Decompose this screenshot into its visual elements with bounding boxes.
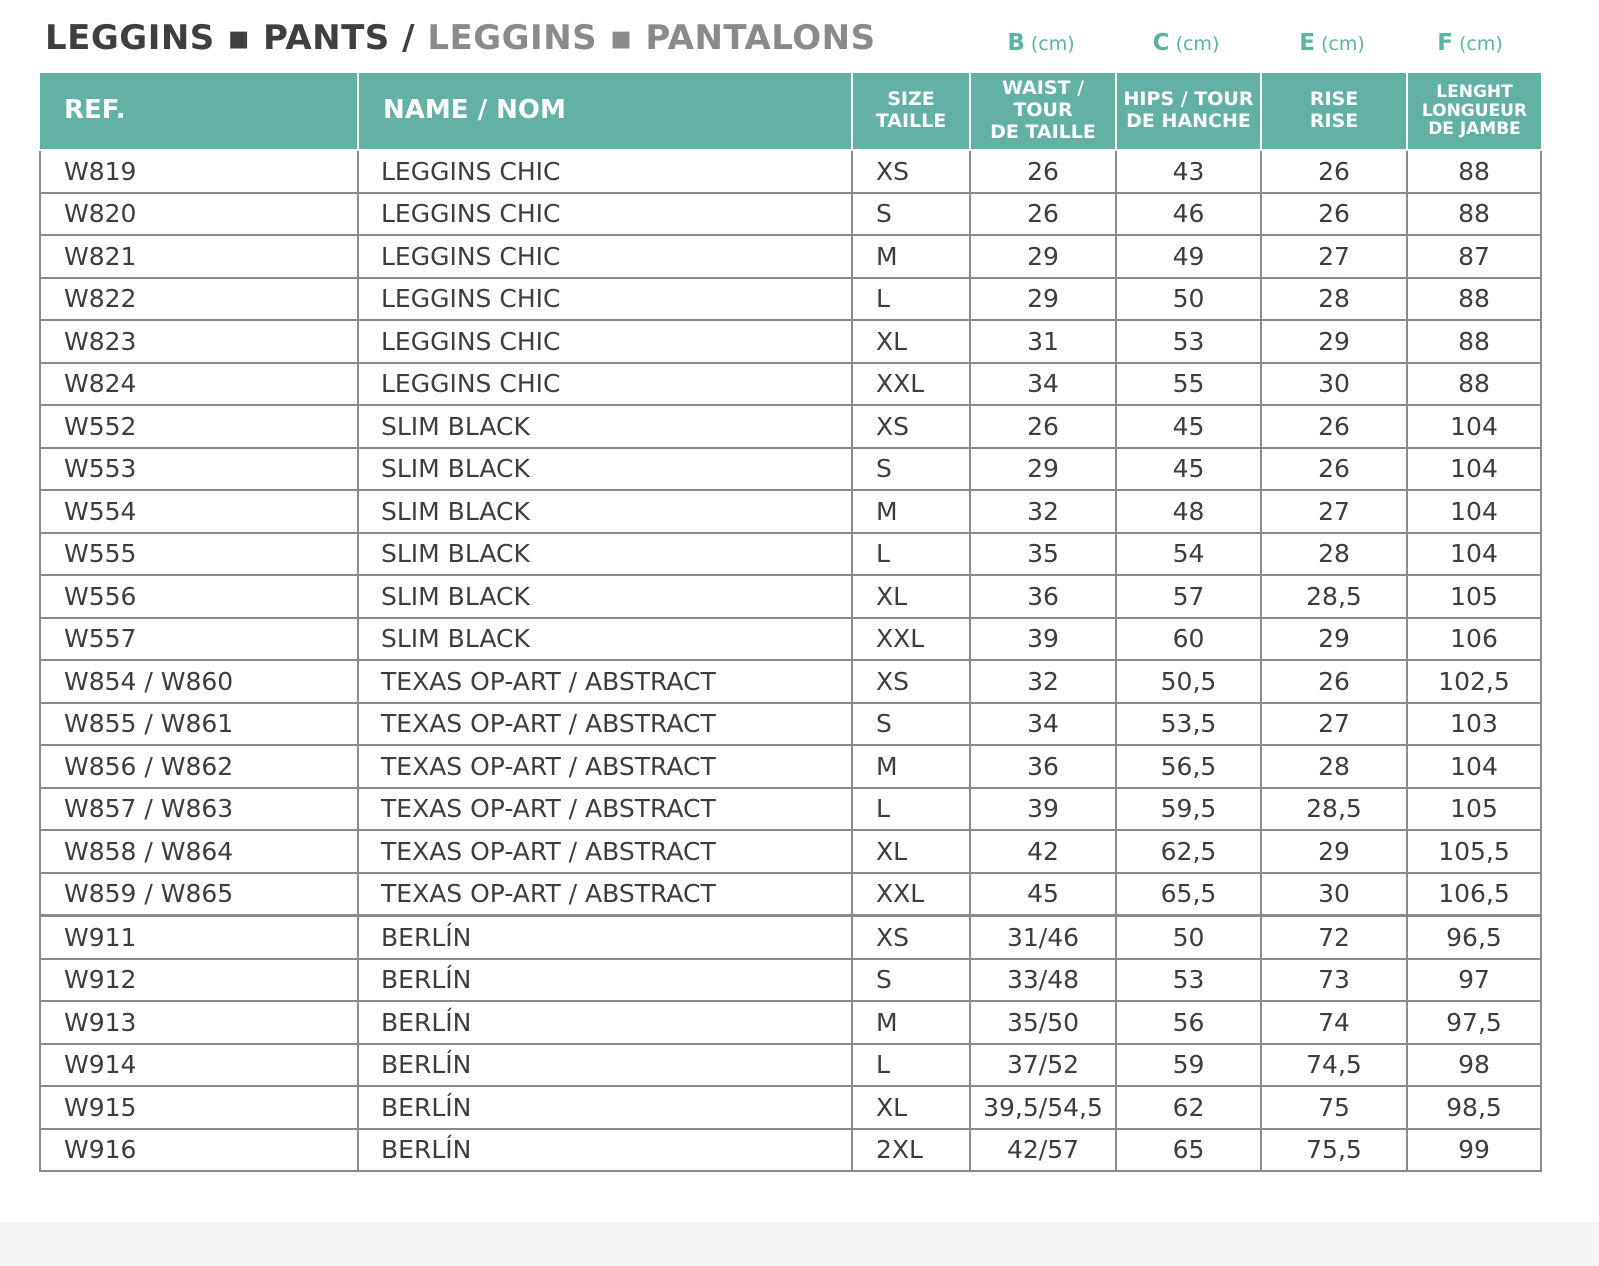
cell-rise: 72: [1261, 916, 1407, 959]
cell-waist: 34: [970, 363, 1116, 406]
cell-ref: W856 / W862: [40, 745, 358, 788]
cell-name: BERLÍN: [358, 1001, 852, 1044]
cell-waist: 37/52: [970, 1044, 1116, 1087]
cell-ref: W821: [40, 235, 358, 278]
unit-label-b: B (cm): [1007, 30, 1075, 56]
cell-rise: 74: [1261, 1001, 1407, 1044]
cell-length: 104: [1407, 405, 1541, 448]
table-row: [40, 1129, 1541, 1172]
cell-length: 96,5: [1407, 916, 1541, 959]
cell-rise: 26: [1261, 660, 1407, 703]
header-hips: HIPS / TOUR DE HANCHE: [1116, 73, 1261, 150]
cell-size: XXL: [852, 618, 970, 661]
cell-length: 97: [1407, 959, 1541, 1002]
cell-rise: 27: [1261, 490, 1407, 533]
cell-length: 104: [1407, 448, 1541, 491]
cell-length: 105: [1407, 788, 1541, 831]
cell-name: BERLÍN: [358, 1086, 852, 1129]
cell-name: SLIM BLACK: [358, 405, 852, 448]
cell-rise: 26: [1261, 448, 1407, 491]
header-length: LENGHT LONGUEUR DE JAMBE: [1407, 73, 1541, 150]
cell-waist: 26: [970, 150, 1116, 193]
cell-size: M: [852, 745, 970, 788]
table-row: [40, 788, 1541, 831]
cell-name: TEXAS OP-ART / ABSTRACT: [358, 873, 852, 916]
cell-rise: 26: [1261, 150, 1407, 193]
cell-hips: 50: [1116, 916, 1261, 959]
page-bottom-strip: [0, 1222, 1599, 1266]
cell-name: SLIM BLACK: [358, 448, 852, 491]
cell-rise: 28: [1261, 278, 1407, 321]
cell-rise: 75: [1261, 1086, 1407, 1129]
cell-size: XS: [852, 660, 970, 703]
cell-name: LEGGINS CHIC: [358, 150, 852, 193]
cell-ref: W857 / W863: [40, 788, 358, 831]
cell-size: XS: [852, 916, 970, 959]
cell-length: 105,5: [1407, 830, 1541, 873]
table-row: [40, 873, 1541, 916]
cell-hips: 53,5: [1116, 703, 1261, 746]
cell-waist: 26: [970, 193, 1116, 236]
cell-hips: 45: [1116, 448, 1261, 491]
cell-ref: W824: [40, 363, 358, 406]
cell-ref: W854 / W860: [40, 660, 358, 703]
size-table: [39, 73, 1542, 1172]
cell-name: TEXAS OP-ART / ABSTRACT: [358, 745, 852, 788]
cell-length: 102,5: [1407, 660, 1541, 703]
cell-name: LEGGINS CHIC: [358, 320, 852, 363]
cell-ref: W914: [40, 1044, 358, 1087]
cell-size: L: [852, 533, 970, 576]
cell-name: SLIM BLACK: [358, 575, 852, 618]
unit-label-c: C (cm): [1152, 30, 1220, 56]
cell-ref: W554: [40, 490, 358, 533]
cell-length: 88: [1407, 193, 1541, 236]
cell-size: S: [852, 448, 970, 491]
cell-waist: 39: [970, 618, 1116, 661]
cell-ref: W557: [40, 618, 358, 661]
cell-hips: 49: [1116, 235, 1261, 278]
header-rise: RISE RISE: [1261, 73, 1407, 150]
unit-label-e: E (cm): [1299, 30, 1365, 56]
table-body: [40, 150, 1541, 1171]
cell-hips: 48: [1116, 490, 1261, 533]
cell-name: SLIM BLACK: [358, 618, 852, 661]
header-ref: REF.: [40, 73, 358, 150]
table-row: [40, 745, 1541, 788]
cell-hips: 46: [1116, 193, 1261, 236]
cell-name: TEXAS OP-ART / ABSTRACT: [358, 703, 852, 746]
table-row: [40, 1001, 1541, 1044]
cell-size: XXL: [852, 873, 970, 916]
cell-hips: 50,5: [1116, 660, 1261, 703]
cell-hips: 62: [1116, 1086, 1261, 1129]
table-row: [40, 235, 1541, 278]
cell-hips: 43: [1116, 150, 1261, 193]
cell-ref: W915: [40, 1086, 358, 1129]
header-size: SIZE TAILLE: [852, 73, 970, 150]
table-row: [40, 150, 1541, 193]
cell-waist: 29: [970, 278, 1116, 321]
table-row: [40, 405, 1541, 448]
cell-size: S: [852, 193, 970, 236]
cell-waist: 35/50: [970, 1001, 1116, 1044]
cell-rise: 28: [1261, 745, 1407, 788]
table-row: [40, 320, 1541, 363]
cell-size: M: [852, 490, 970, 533]
cell-hips: 50: [1116, 278, 1261, 321]
cell-name: LEGGINS CHIC: [358, 363, 852, 406]
table-row: [40, 363, 1541, 406]
cell-size: L: [852, 788, 970, 831]
cell-hips: 59: [1116, 1044, 1261, 1087]
table-row: [40, 1044, 1541, 1087]
cell-waist: 33/48: [970, 959, 1116, 1002]
header-waist: WAIST / TOUR DE TAILLE: [970, 73, 1116, 150]
cell-hips: 65: [1116, 1129, 1261, 1172]
cell-ref: W913: [40, 1001, 358, 1044]
cell-hips: 54: [1116, 533, 1261, 576]
table-row: [40, 830, 1541, 873]
cell-size: XXL: [852, 363, 970, 406]
cell-size: L: [852, 278, 970, 321]
cell-ref: W912: [40, 959, 358, 1002]
cell-waist: 36: [970, 575, 1116, 618]
cell-rise: 26: [1261, 405, 1407, 448]
cell-length: 87: [1407, 235, 1541, 278]
table-row: [40, 490, 1541, 533]
cell-hips: 60: [1116, 618, 1261, 661]
table-header-row: [40, 73, 1541, 150]
cell-ref: W916: [40, 1129, 358, 1172]
cell-hips: 56: [1116, 1001, 1261, 1044]
cell-rise: 26: [1261, 193, 1407, 236]
cell-name: BERLÍN: [358, 959, 852, 1002]
cell-length: 105: [1407, 575, 1541, 618]
cell-hips: 53: [1116, 320, 1261, 363]
cell-waist: 26: [970, 405, 1116, 448]
cell-hips: 59,5: [1116, 788, 1261, 831]
cell-waist: 42: [970, 830, 1116, 873]
cell-ref: W911: [40, 916, 358, 959]
cell-size: XL: [852, 830, 970, 873]
title-french: LEGGINS ▪ PANTALONS: [415, 18, 876, 58]
table-row: [40, 448, 1541, 491]
cell-size: XS: [852, 405, 970, 448]
cell-name: TEXAS OP-ART / ABSTRACT: [358, 788, 852, 831]
cell-length: 88: [1407, 150, 1541, 193]
cell-waist: 32: [970, 660, 1116, 703]
cell-waist: 31: [970, 320, 1116, 363]
cell-rise: 30: [1261, 873, 1407, 916]
table-row: [40, 1086, 1541, 1129]
cell-waist: 34: [970, 703, 1116, 746]
cell-hips: 65,5: [1116, 873, 1261, 916]
cell-hips: 56,5: [1116, 745, 1261, 788]
cell-rise: 30: [1261, 363, 1407, 406]
table-row: [40, 278, 1541, 321]
table-row: [40, 575, 1541, 618]
cell-length: 98: [1407, 1044, 1541, 1087]
cell-name: BERLÍN: [358, 916, 852, 959]
cell-size: XL: [852, 575, 970, 618]
cell-hips: 57: [1116, 575, 1261, 618]
cell-hips: 53: [1116, 959, 1261, 1002]
title-english: LEGGINS ▪ PANTS /: [45, 18, 416, 58]
table-row: [40, 193, 1541, 236]
cell-rise: 27: [1261, 703, 1407, 746]
table-row: [40, 916, 1541, 959]
cell-length: 88: [1407, 363, 1541, 406]
cell-name: TEXAS OP-ART / ABSTRACT: [358, 830, 852, 873]
cell-ref: W555: [40, 533, 358, 576]
cell-name: LEGGINS CHIC: [358, 278, 852, 321]
cell-size: XL: [852, 1086, 970, 1129]
cell-length: 103: [1407, 703, 1541, 746]
cell-waist: 32: [970, 490, 1116, 533]
page-title: [45, 18, 876, 58]
table-row: [40, 703, 1541, 746]
cell-name: TEXAS OP-ART / ABSTRACT: [358, 660, 852, 703]
cell-size: XL: [852, 320, 970, 363]
cell-length: 88: [1407, 278, 1541, 321]
cell-size: S: [852, 703, 970, 746]
cell-ref: W819: [40, 150, 358, 193]
cell-size: M: [852, 1001, 970, 1044]
cell-name: LEGGINS CHIC: [358, 193, 852, 236]
header-name: NAME / NOM: [358, 73, 852, 150]
cell-hips: 62,5: [1116, 830, 1261, 873]
cell-length: 106: [1407, 618, 1541, 661]
cell-ref: W822: [40, 278, 358, 321]
unit-label-f: F (cm): [1437, 30, 1503, 56]
cell-rise: 28: [1261, 533, 1407, 576]
cell-ref: W553: [40, 448, 358, 491]
cell-length: 98,5: [1407, 1086, 1541, 1129]
cell-size: S: [852, 959, 970, 1002]
cell-rise: 28,5: [1261, 575, 1407, 618]
cell-waist: 39: [970, 788, 1116, 831]
cell-rise: 28,5: [1261, 788, 1407, 831]
cell-name: SLIM BLACK: [358, 533, 852, 576]
cell-rise: 29: [1261, 830, 1407, 873]
table-row: [40, 618, 1541, 661]
cell-rise: 27: [1261, 235, 1407, 278]
cell-waist: 42/57: [970, 1129, 1116, 1172]
cell-size: 2XL: [852, 1129, 970, 1172]
cell-ref: W858 / W864: [40, 830, 358, 873]
cell-size: XS: [852, 150, 970, 193]
cell-waist: 35: [970, 533, 1116, 576]
cell-waist: 36: [970, 745, 1116, 788]
cell-rise: 73: [1261, 959, 1407, 1002]
cell-name: BERLÍN: [358, 1044, 852, 1087]
cell-size: L: [852, 1044, 970, 1087]
cell-rise: 74,5: [1261, 1044, 1407, 1087]
table-row: [40, 533, 1541, 576]
cell-waist: 45: [970, 873, 1116, 916]
cell-ref: W556: [40, 575, 358, 618]
cell-size: M: [852, 235, 970, 278]
cell-length: 104: [1407, 745, 1541, 788]
cell-name: LEGGINS CHIC: [358, 235, 852, 278]
cell-rise: 75,5: [1261, 1129, 1407, 1172]
cell-length: 88: [1407, 320, 1541, 363]
cell-length: 97,5: [1407, 1001, 1541, 1044]
cell-ref: W823: [40, 320, 358, 363]
cell-hips: 55: [1116, 363, 1261, 406]
cell-rise: 29: [1261, 618, 1407, 661]
table-row: [40, 959, 1541, 1002]
cell-length: 99: [1407, 1129, 1541, 1172]
cell-name: BERLÍN: [358, 1129, 852, 1172]
cell-hips: 45: [1116, 405, 1261, 448]
cell-waist: 29: [970, 448, 1116, 491]
cell-length: 104: [1407, 490, 1541, 533]
cell-ref: W855 / W861: [40, 703, 358, 746]
cell-ref: W820: [40, 193, 358, 236]
cell-waist: 29: [970, 235, 1116, 278]
cell-length: 106,5: [1407, 873, 1541, 916]
cell-rise: 29: [1261, 320, 1407, 363]
table-row: [40, 660, 1541, 703]
cell-ref: W859 / W865: [40, 873, 358, 916]
cell-waist: 31/46: [970, 916, 1116, 959]
cell-waist: 39,5/54,5: [970, 1086, 1116, 1129]
cell-name: SLIM BLACK: [358, 490, 852, 533]
cell-ref: W552: [40, 405, 358, 448]
cell-length: 104: [1407, 533, 1541, 576]
